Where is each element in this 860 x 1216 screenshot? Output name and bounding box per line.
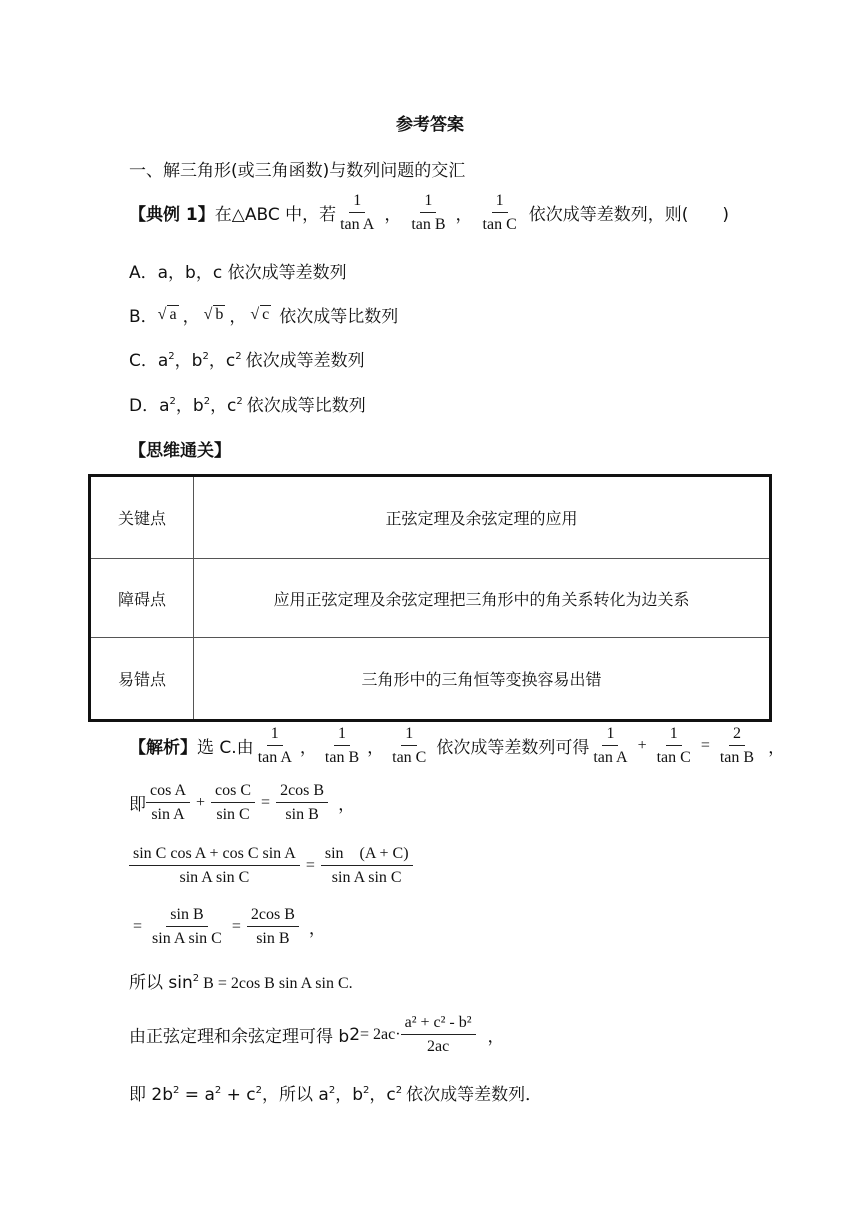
table-key: 障碍点 bbox=[90, 558, 194, 638]
key-points-table bbox=[88, 474, 772, 722]
solution-line-5: 所以 $\sin^2 B = 2\cos$ B sin A sin C. bbox=[129, 973, 353, 993]
fraction: $\frac{\text{2cos B}}{\text{sin B}}$ bbox=[276, 782, 328, 823]
solution-label: 【解析】 bbox=[129, 738, 197, 759]
fraction: $\frac{1}{\text{tan A}}$ bbox=[257, 725, 292, 766]
solution-line-3: $\frac{\text{sin C cos A + cos C sin A}}{\text{sin A sin C}}$ = $\frac{\sin (A + C)}{\text{sin A sin C}}$ bbox=[129, 845, 413, 886]
table-key: 关键点 bbox=[90, 476, 194, 559]
fraction: $\frac{1}{\text{tan C}}$ bbox=[482, 192, 517, 233]
option-c: C．$a^2$，$b^2$，$c^2$ 依次成等差数列 bbox=[129, 351, 365, 371]
table-value: 正弦定理及余弦定理的应用 bbox=[194, 476, 771, 559]
section-heading: 一、解三角形(或三角函数)与数列问题的交汇 bbox=[129, 161, 466, 181]
option-a: A．a，b，c 依次成等差数列 bbox=[129, 263, 347, 283]
fraction: $\frac{1}{\text{tan C}}$ bbox=[656, 725, 691, 766]
table-key: 易错点 bbox=[90, 638, 194, 721]
fraction: $\frac{1}{\text{tan B}}$ bbox=[411, 192, 446, 233]
thinking-label: 【思维通关】 bbox=[129, 441, 231, 461]
example-label: 【典例 1】 bbox=[129, 205, 215, 226]
example-question: 【典例 1】 在△ABC 中，若 $\frac{1}{\text{tan A}}$ ， $\frac{1}{\text{tan B}}$ ， $\frac{1}{\text{tan C}}$ 依次成等差数列，则( ) bbox=[129, 192, 730, 233]
fraction: $\frac{\sin (A + C)}{\text{sin A sin C}}$ bbox=[321, 845, 413, 886]
solution-line-1: 【解析】 选 C.由 $\frac{1}{\text{tan A}}$ ， $\frac{1}{\text{tan B}}$ ， $\frac{1}{\text{tan C}}$ 依次成等差数列可得 $\frac{1}{\text{tan A}}$ + $\frac{1}{\text{tan C}}$ = $\frac{2}{\text{tan B}}$ ， bbox=[129, 725, 786, 766]
option-d: D．$a^2$，$b^2$，$c^2$ 依次成等比数列 bbox=[129, 396, 366, 416]
fraction: $\frac{1}{\text{tan B}}$ bbox=[324, 725, 360, 766]
fraction: $\frac{\text{sin C cos A + cos C sin A}}{\text{sin A sin C}}$ bbox=[129, 845, 300, 886]
fraction: $\frac{1}{\text{tan A}}$ bbox=[593, 725, 628, 766]
fraction: $\frac{\text{a² + c² - b²}}{2ac}$ bbox=[401, 1014, 476, 1055]
table-value: 应用正弦定理及余弦定理把三角形中的角关系转化为边关系 bbox=[194, 558, 771, 638]
page-title: 参考答案 bbox=[396, 115, 464, 135]
fraction: $\frac{1}{\text{tan C}}$ bbox=[392, 725, 427, 766]
example-suffix: 依次成等差数列，则( ) bbox=[528, 205, 730, 226]
table-row bbox=[90, 558, 771, 638]
fraction: $\frac{\text{cos C}}{\text{sin C}}$ bbox=[211, 782, 255, 823]
solution-line-6: 由正弦定理和余弦定理可得 b 2 = 2ac· $\frac{\text{a² + c² - b²}}{2ac}$ ， bbox=[129, 1014, 505, 1055]
table-value: 三角形中的三角恒等变换容易出错 bbox=[194, 638, 771, 721]
example-prefix: 在△ABC 中，若 bbox=[214, 205, 337, 226]
solution-line-2: 即 $\frac{\text{cos A}}{\text{sin A}}$ + $\frac{\text{cos C}}{\text{sin C}}$ = $\frac{\text{2cos B}}{\text{sin B}}$ ， bbox=[129, 782, 356, 823]
fraction: $\frac{\text{2cos B}}{\text{sin B}}$ bbox=[247, 906, 299, 947]
fraction: $\frac{\text{cos A}}{\text{sin A}}$ bbox=[146, 782, 190, 823]
fraction: $\frac{\text{sin B}}{\text{sin A sin C}}$ bbox=[152, 906, 222, 947]
table-row bbox=[90, 476, 771, 559]
fraction: $\frac{1}{\text{tan A}}$ bbox=[340, 192, 375, 233]
solution-line-7: 即 $2b^2 = a^2 + c^2$，所以 $a^2$，$b^2$，$c^2$ 依次成等差数列． bbox=[129, 1085, 543, 1105]
table-row bbox=[90, 638, 771, 721]
option-b: B． √ a ， √ b ， √ c 依次成等比数列 bbox=[129, 305, 399, 327]
fraction: $\frac{2}{\text{tan B}}$ bbox=[719, 725, 755, 766]
solution-line-4: = $\frac{\text{sin B}}{\text{sin A sin C}}$ = $\frac{\text{2cos B}}{\text{sin B}}$ ， bbox=[133, 906, 326, 947]
